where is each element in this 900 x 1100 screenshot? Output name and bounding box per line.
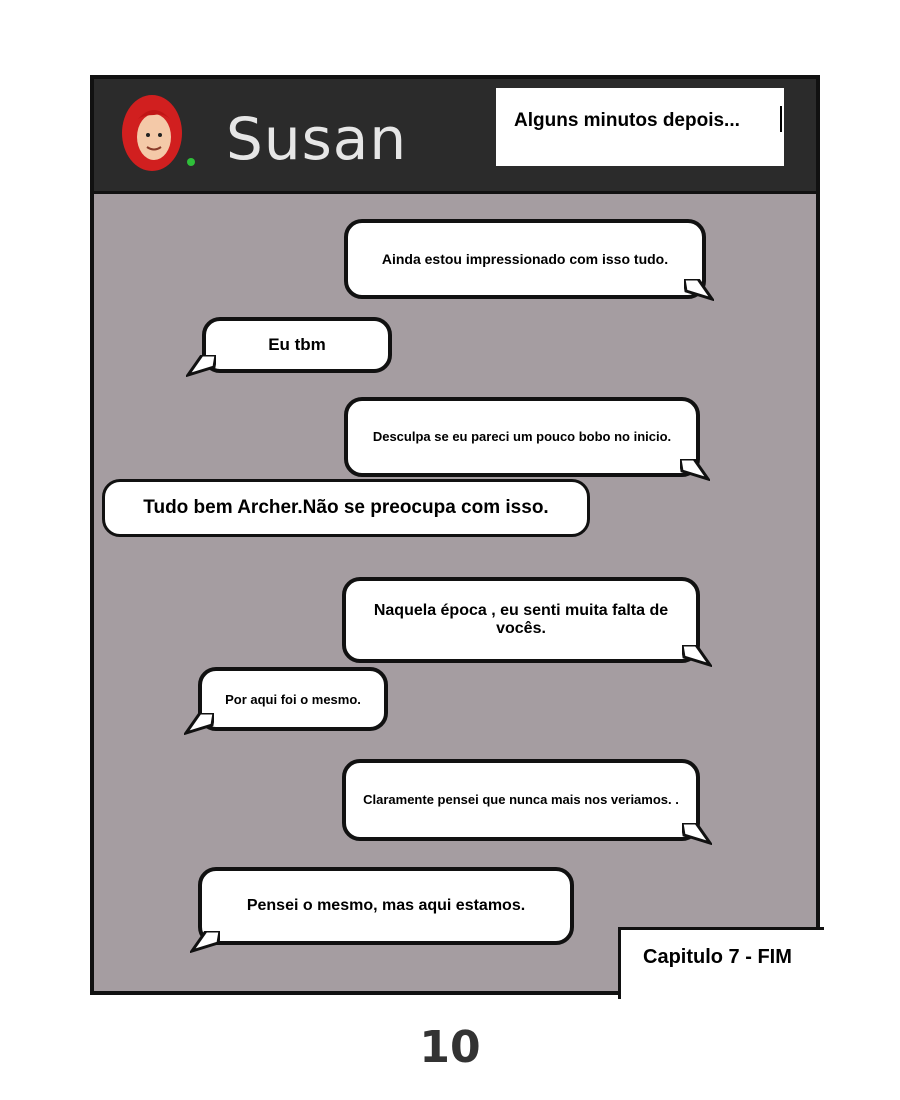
avatar[interactable] [120,93,184,173]
message-text: Eu tbm [268,335,326,354]
message-bubble-outgoing [342,759,700,841]
caption-box [496,88,784,166]
message-text: Naquela época , eu senti muita falta de vocês. [373,602,669,637]
caption-text: Alguns minutos depois... [514,110,740,131]
online-status-icon [187,158,195,166]
chat-header [94,79,816,194]
message-text: Ainda estou impressionado com isso tudo. [381,251,669,267]
message-bubble-incoming [198,867,574,945]
message-text: Pensei o mesmo, mas aqui estamos. [246,897,526,914]
message-bubble-outgoing [344,219,706,299]
bubble-tail [682,823,712,845]
text-cursor [780,106,782,132]
chapter-end-box [618,927,824,999]
bubble-tail [190,931,220,953]
message-bubble-outgoing [344,397,700,477]
message-text: Tudo bem Archer.Não se preocupa com isso. [143,497,549,518]
message-text: Por aqui foi o mesmo. [225,691,361,707]
bubble-tail [184,713,214,735]
message-bubble-incoming [102,479,590,537]
page-number: 10 [419,1022,481,1073]
message-bubble-incoming [202,317,392,373]
contact-name: Susan [226,105,408,173]
bubble-tail [186,355,216,377]
chat-panel [90,75,820,995]
chapter-end-label: Capitulo 7 - FIM [643,946,792,968]
bubble-tail [682,645,712,667]
bubble-tail [680,459,710,481]
bubble-tail [684,279,714,301]
message-text: Claramente pensei que nunca mais nos veriamos. . [363,792,679,807]
message-bubble-incoming [198,667,388,731]
message-text: Desculpa se eu pareci um pouco bobo no inicio. [372,429,672,444]
message-bubble-outgoing [342,577,700,663]
